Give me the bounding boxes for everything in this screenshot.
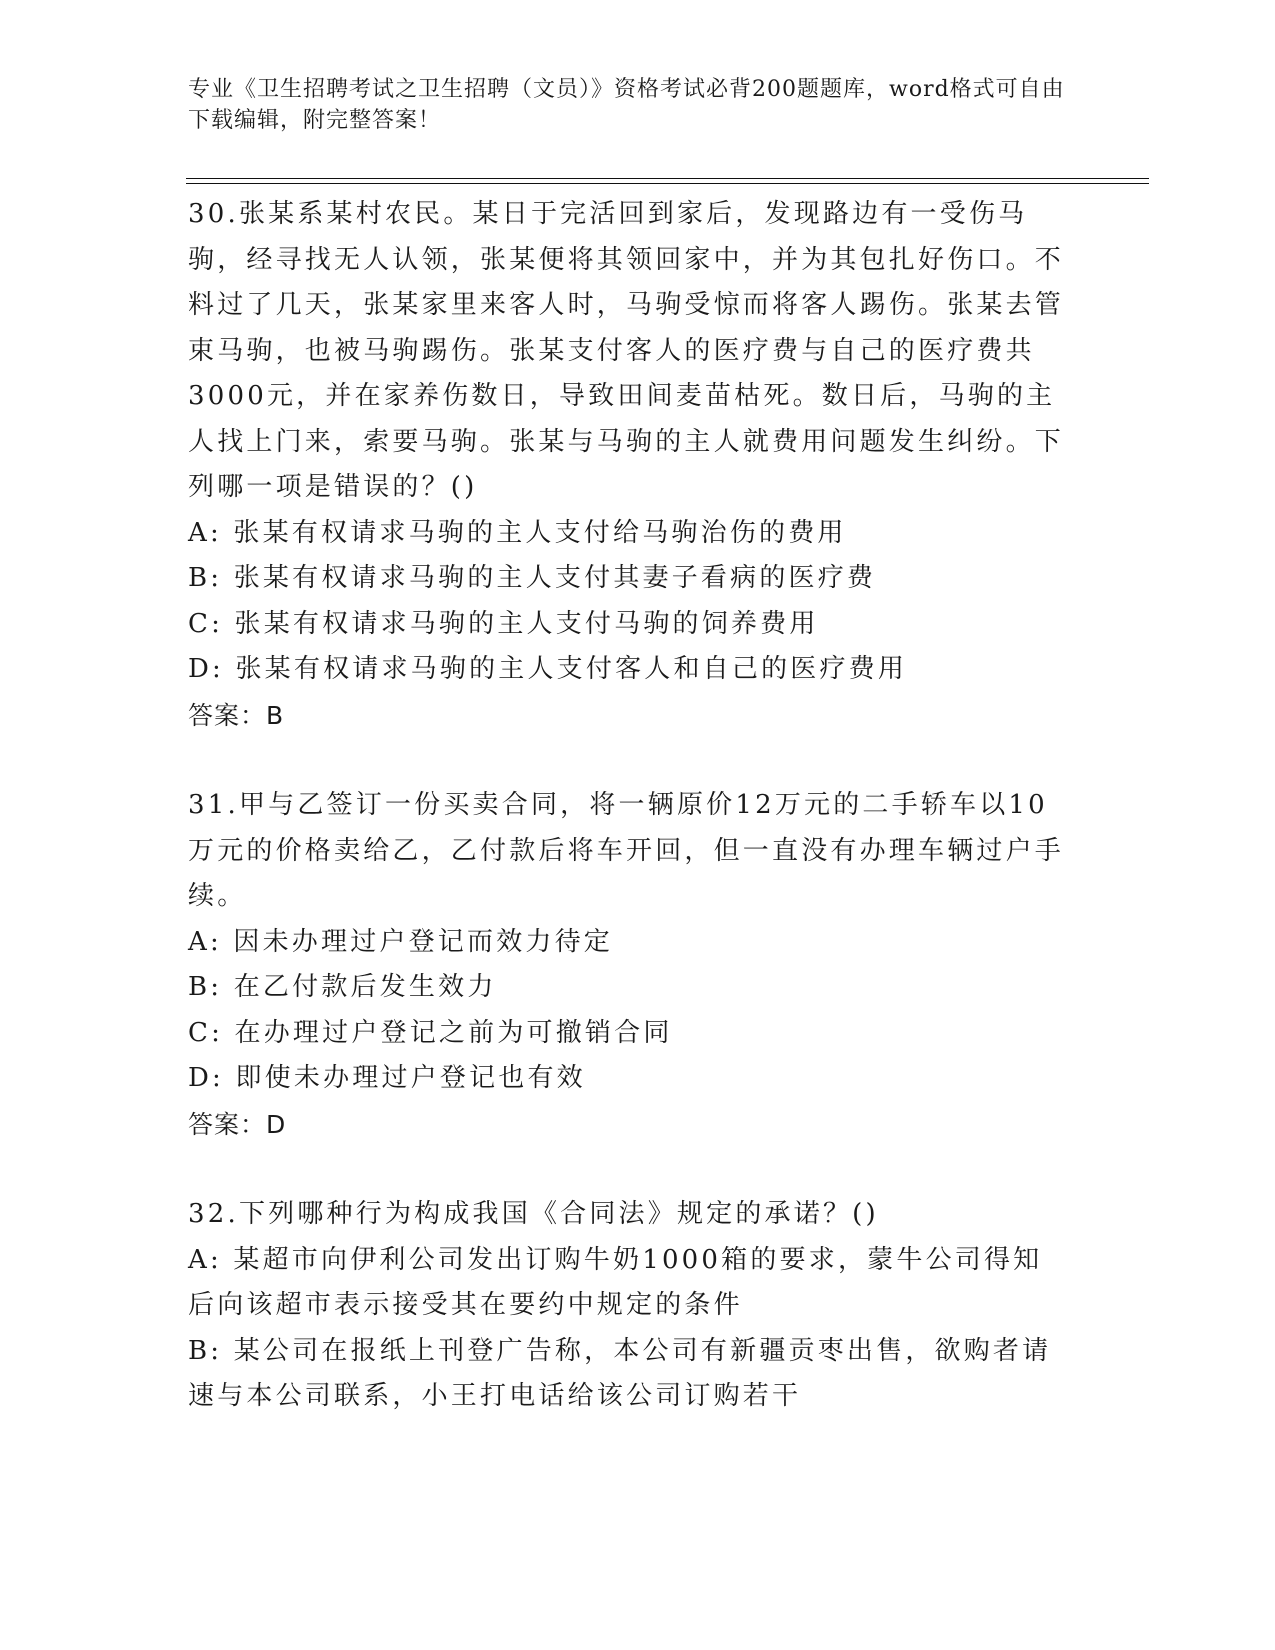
question-stem: 31.甲与乙签订一份买卖合同，将一辆原价12万元的二手轿车以10万元的价格卖给乙，乙付款后将车开回，但一直没有办理车辆过户手续。: [188, 790, 1065, 911]
question-32: [188, 1192, 1068, 1420]
question-list: [188, 192, 1068, 1465]
question-stem: 32.下列哪种行为构成我国《合同法》规定的承诺？(): [188, 1199, 879, 1229]
option-b: B: 某公司在报纸上刊登广告称，本公司有新疆贡枣出售，欲购者请速与本公司联系，小王打电话给该公司订购若干: [188, 1335, 1052, 1411]
option-b: B: 张某有权请求马驹的主人支付其妻子看病的医疗费: [188, 563, 877, 593]
answer-label: 答案：B: [188, 700, 285, 730]
option-d: D: 张某有权请求马驹的主人支付客人和自己的医疗费用: [188, 654, 908, 684]
option-b: B: 在乙付款后发生效力: [188, 972, 497, 1002]
option-a: A: 张某有权请求马驹的主人支付给马驹治伤的费用: [188, 517, 847, 548]
option-a: A: 因未办理过户登记而效力待定: [188, 926, 614, 957]
document-header: 专业《卫生招聘考试之卫生招聘（文员）》资格考试必背200题题库，word格式可自由下载编辑，附完整答案！: [188, 77, 1065, 133]
answer-label: 答案：D: [188, 1109, 287, 1139]
header-rule-top: [186, 178, 1149, 179]
option-c: C: 张某有权请求马驹的主人支付马驹的饲养费用: [188, 608, 819, 639]
question-30: [188, 192, 1068, 738]
header-rule-bottom: [186, 183, 1149, 184]
option-c: C: 在办理过户登记之前为可撤销合同: [188, 1017, 673, 1048]
question-stem: 30.张某系某村农民。某日于完活回到家后，发现路边有一受伤马驹，经寻找无人认领，张某便将其领回家中，并为其包扎好伤口。不料过了几天，张某家里来客人时，马驹受惊而将客人踢伤。张某去管束马驹，也被马驹踢伤。张某支付客人的医疗费与自己的医疗费共3000元，并在家养伤数日，导致田间麦苗枯死。数日后，马驹的主人找上门来，索要马驹。张某与马驹的主人就费用问题发生纠纷。下列哪一项是错误的？(): [188, 199, 1065, 502]
question-31: [188, 783, 1068, 1147]
option-a: A: 某超市向伊利公司发出订购牛奶1000箱的要求，蒙牛公司得知后向该超市表示接受其在要约中规定的条件: [188, 1244, 1043, 1320]
option-d: D: 即使未办理过户登记也有效: [188, 1063, 586, 1093]
